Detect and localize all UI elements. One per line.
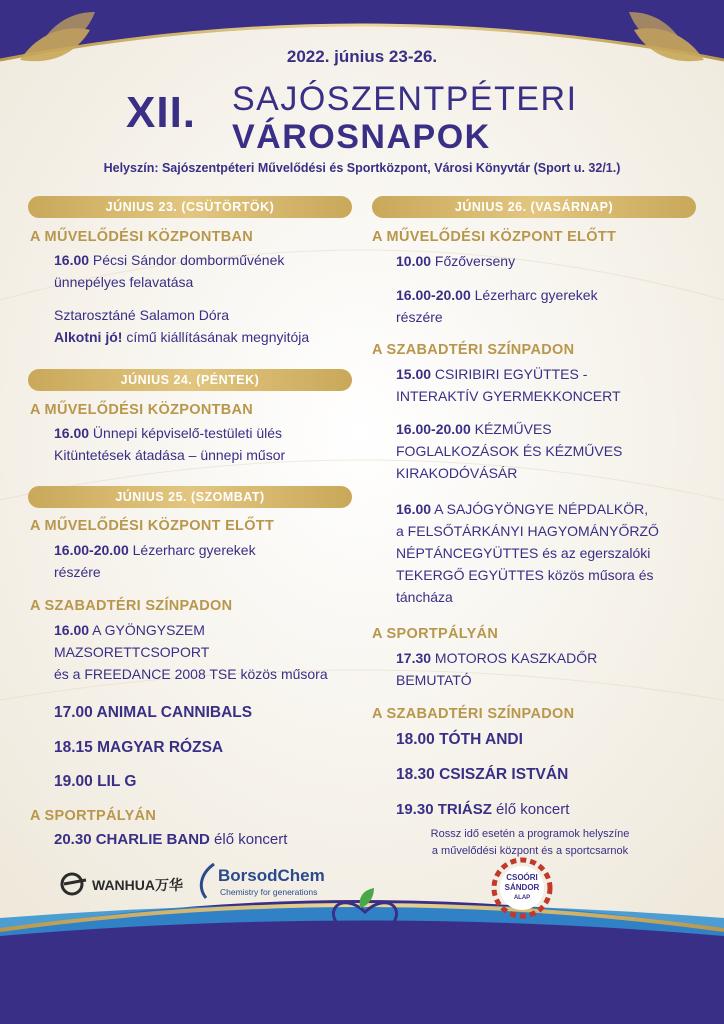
- event-item: 18.15 MAGYAR RÓZSA: [54, 739, 224, 756]
- event-item: 15.00 CSIRIBIRI EGYÜTTES - INTERAKTÍV GYERMEKKONCERT: [396, 366, 621, 404]
- section-heading: A SZABADTÉRI SZÍNPADON: [372, 342, 575, 358]
- event-item: 18.30 CSISZÁR ISTVÁN: [396, 766, 569, 783]
- event-item: 16.00-20.00 KÉZMŰVES FOGLALKOZÁSOK ÉS KÉZMŰVES KIRAKODÓVÁSÁR: [396, 421, 623, 481]
- event-item: 10.00 Főzőverseny: [396, 253, 516, 269]
- section-heading: A SPORTPÁLYÁN: [30, 808, 157, 824]
- event-item: 19.30 TRIÁSZ élő koncert: [396, 801, 570, 818]
- event-item: 16.00-20.00 Lézerharc gyerekek részére: [54, 542, 256, 580]
- event-item: 16.00-20.00 Lézerharc gyerekek részére: [396, 287, 598, 325]
- section-heading: A SZABADTÉRI SZÍNPADON: [30, 598, 233, 614]
- title-line2: VÁROSNAPOK: [232, 118, 491, 156]
- wanhua-mark-icon: [58, 872, 90, 896]
- section-heading: A SPORTPÁLYÁN: [372, 626, 499, 642]
- day-header-june24: JÚNIUS 24. (PÉNTEK): [28, 369, 352, 391]
- title-line1: SAJÓSZENTPÉTERI: [232, 80, 578, 118]
- day-header-june26: JÚNIUS 26. (VASÁRNAP): [372, 196, 696, 218]
- borsodchem-swoosh-icon: [196, 862, 220, 900]
- section-heading: A MŰVELŐDÉSI KÖZPONT ELŐTT: [372, 229, 617, 245]
- event-item: Sztarosztáné Salamon Dóra Alkotni jó! című kiállításának megnyitója: [54, 307, 310, 345]
- weather-note: Rossz idő esetén a programok helyszíne a művelődési központ és a sportcsarnok: [430, 828, 630, 857]
- wanhua-logo: WANHUA万华: [58, 872, 90, 901]
- event-item: 17.00 ANIMAL CANNIBALS: [54, 704, 253, 721]
- event-item: 16.00 A GYÖNGYSZEM MAZSORETTCSOPORT és a FREEDANCE 2008 TSE közös műsora: [54, 622, 328, 682]
- event-item: 19.00 LIL G: [54, 773, 137, 790]
- event-item: 18.00 TÓTH ANDI: [396, 731, 523, 748]
- edition-numeral: XII.: [126, 88, 197, 137]
- borsodchem-logo: BorsodChem Chemistry for generations: [196, 862, 220, 905]
- section-heading: A MŰVELŐDÉSI KÖZPONT ELŐTT: [30, 518, 275, 534]
- event-date: 2022. június 23-26.: [286, 47, 438, 66]
- event-item: 20.30 CHARLIE BAND élő koncert: [54, 831, 288, 848]
- venue-line: Helyszín: Sajószentpéteri Művelődési és Sportközpont, Városi Könyvtár (Sport u. 32/1.): [103, 161, 621, 175]
- event-item: 16.00 Ünnepi képviselő-testületi ülés Kitüntetések átadása – ünnepi műsor: [54, 425, 286, 463]
- day-header-june25: JÚNIUS 25. (SZOMBAT): [28, 486, 352, 508]
- section-heading: A MŰVELŐDÉSI KÖZPONTBAN: [30, 229, 254, 245]
- event-item: 16.00 A SAJÓGYÖNGYE NÉPDALKÖR, a FELSŐTÁRKÁNYI HAGYOMÁNYŐRZŐ NÉPTÁNCEGYÜTTES és az egerszalóki TEKERGŐ EGYÜTTES közös műsora és táncháza: [396, 501, 659, 605]
- section-heading: A SZABADTÉRI SZÍNPADON: [372, 706, 575, 722]
- csoori-logo: CSOÓRI SÁNDOR ALAP: [490, 856, 554, 920]
- day-header-june23: JÚNIUS 23. (CSÜTÖRTÖK): [28, 196, 352, 218]
- event-item: 17.30 MOTOROS KASZKADŐR BEMUTATÓ: [396, 650, 598, 688]
- event-item: 16.00 Pécsi Sándor domborművének ünnepélyes felavatása: [54, 252, 285, 290]
- section-heading: A MŰVELŐDÉSI KÖZPONTBAN: [30, 402, 254, 418]
- city-logo: SAJÓSZENTPÉTER: [290, 888, 440, 958]
